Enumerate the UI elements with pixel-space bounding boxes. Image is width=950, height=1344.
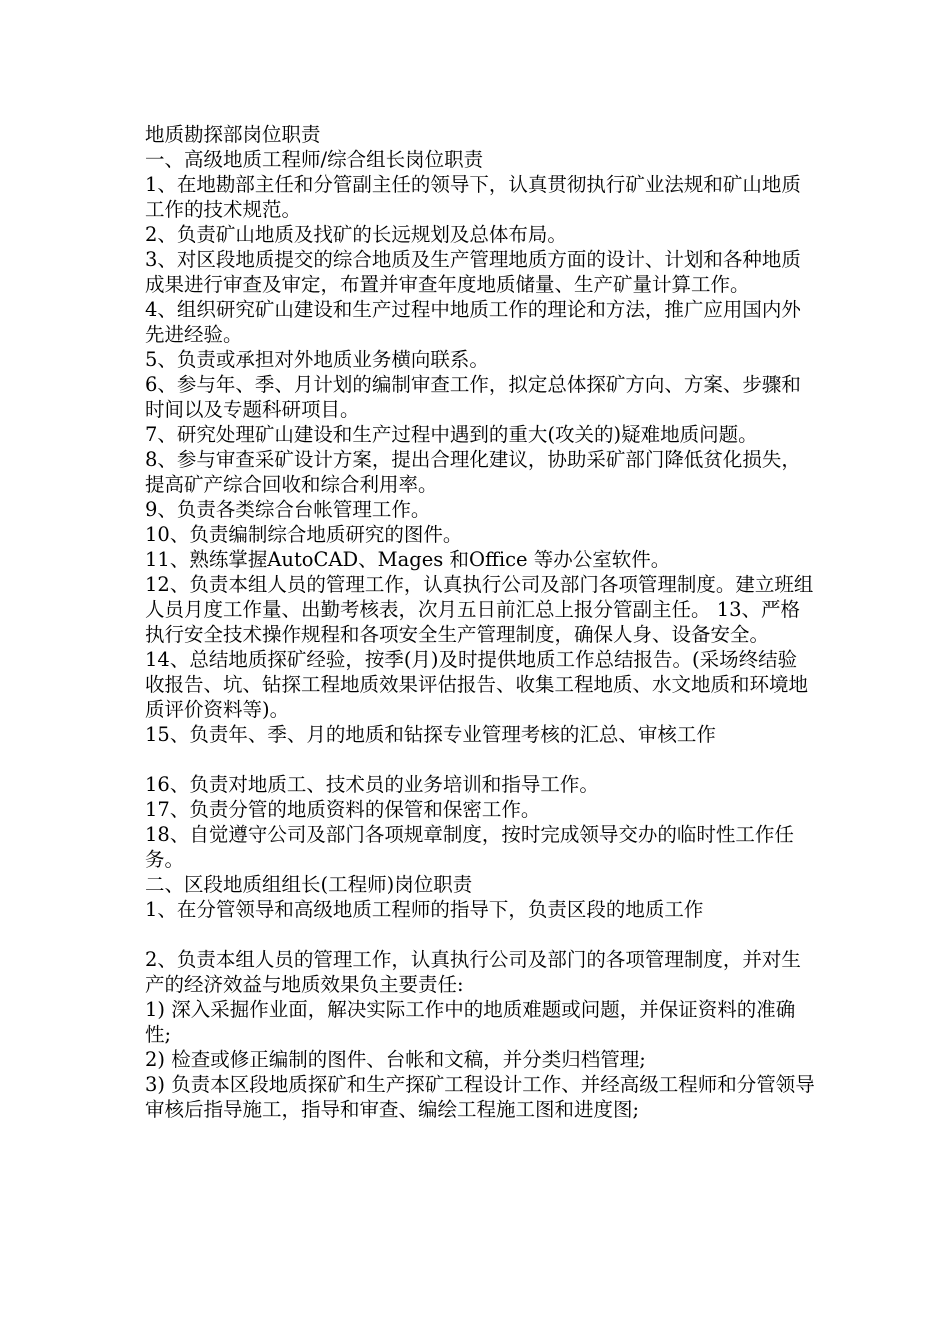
- duty-item: 2、负责本组人员的管理工作，认真执行公司及部门的各项管理制度，并对生产的经济效益与地质效果负主要责任:: [145, 948, 801, 996]
- document-body: [145, 122, 815, 1122]
- duty-item: 17、负责分管的地质资料的保管和保密工作。: [145, 798, 541, 821]
- duty-item: 3、对区段地质提交的综合地质及生产管理地质方面的设计、计划和各种地质成果进行审查及审定，布置并审查年度地质储量、生产矿量计算工作。: [145, 248, 801, 296]
- sub-duty-item: 1) 深入采掘作业面，解决实际工作中的地质难题或问题，并保证资料的准确性;: [145, 998, 796, 1046]
- section-heading-section-leader: 二、区段地质组组长(工程师)岗位职责: [145, 873, 473, 896]
- duty-item: 15、负责年、季、月的地质和钻探专业管理考核的汇总、审核工作: [145, 723, 716, 746]
- section-heading-senior-geologist: 一、高级地质工程师/综合组长岗位职责: [145, 148, 484, 171]
- sub-duty-item: 3) 负责本区段地质探矿和生产探矿工程设计工作、并经高级工程师和分管领导审核后指导施工，指导和审查、编绘工程施工图和进度图;: [145, 1073, 815, 1121]
- duty-item: 6、参与年、季、月计划的编制审查工作，拟定总体探矿方向、方案、步骤和时间以及专题科研项目。: [145, 373, 801, 421]
- sub-duty-item: 2) 检查或修正编制的图件、台帐和文稿，并分类归档管理;: [145, 1048, 646, 1071]
- duty-item: 2、负责矿山地质及找矿的长远规划及总体布局。: [145, 223, 567, 246]
- duty-item: 4、组织研究矿山建设和生产过程中地质工作的理论和方法，推广应用国内外先进经验。: [145, 298, 801, 346]
- duty-item: 1、在地勘部主任和分管副主任的领导下，认真贯彻执行矿业法规和矿山地质工作的技术规范。: [145, 173, 801, 221]
- duty-item: 18、自觉遵守公司及部门各项规章制度，按时完成领导交办的临时性工作任务。: [145, 823, 794, 871]
- document-title: 地质勘探部岗位职责: [145, 123, 321, 146]
- duty-item: 8、参与审查采矿设计方案，提出合理化建议，协助采矿部门降低贫化损失，提高矿产综合回收和综合利用率。: [145, 448, 801, 496]
- duty-item: 11、熟练掌握AutoCAD、Mages 和Office 等办公室软件。: [145, 548, 671, 571]
- duty-item: 7、研究处理矿山建设和生产过程中遇到的重大(攻关的)疑难地质问题。: [145, 423, 758, 446]
- duty-item: 9、负责各类综合台帐管理工作。: [145, 498, 431, 521]
- paragraph-gap: [145, 922, 815, 947]
- duty-item: 1、在分管领导和高级地质工程师的指导下，负责区段的地质工作: [145, 898, 704, 921]
- paragraph-gap: [145, 747, 815, 772]
- duty-item: 14、总结地质探矿经验，按季(月)及时提供地质工作总结报告。(采场终结验收报告、坑、钻探工程地质效果评估报告、收集工程地质、水文地质和环境地质评价资料等)。: [145, 648, 809, 721]
- duty-item: 12、负责本组人员的管理工作，认真执行公司及部门各项管理制度。建立班组人员月度工作量、出勤考核表，次月五日前汇总上报分管副主任。 13、严格执行安全技术操作规程和各项安全生产管理制度，确保人身、设备安全。: [145, 573, 814, 646]
- duty-item: 10、负责编制综合地质研究的图件。: [145, 523, 463, 546]
- duty-item: 16、负责对地质工、技术员的业务培训和指导工作。: [145, 773, 599, 796]
- duty-item: 5、负责或承担对外地质业务横向联系。: [145, 348, 489, 371]
